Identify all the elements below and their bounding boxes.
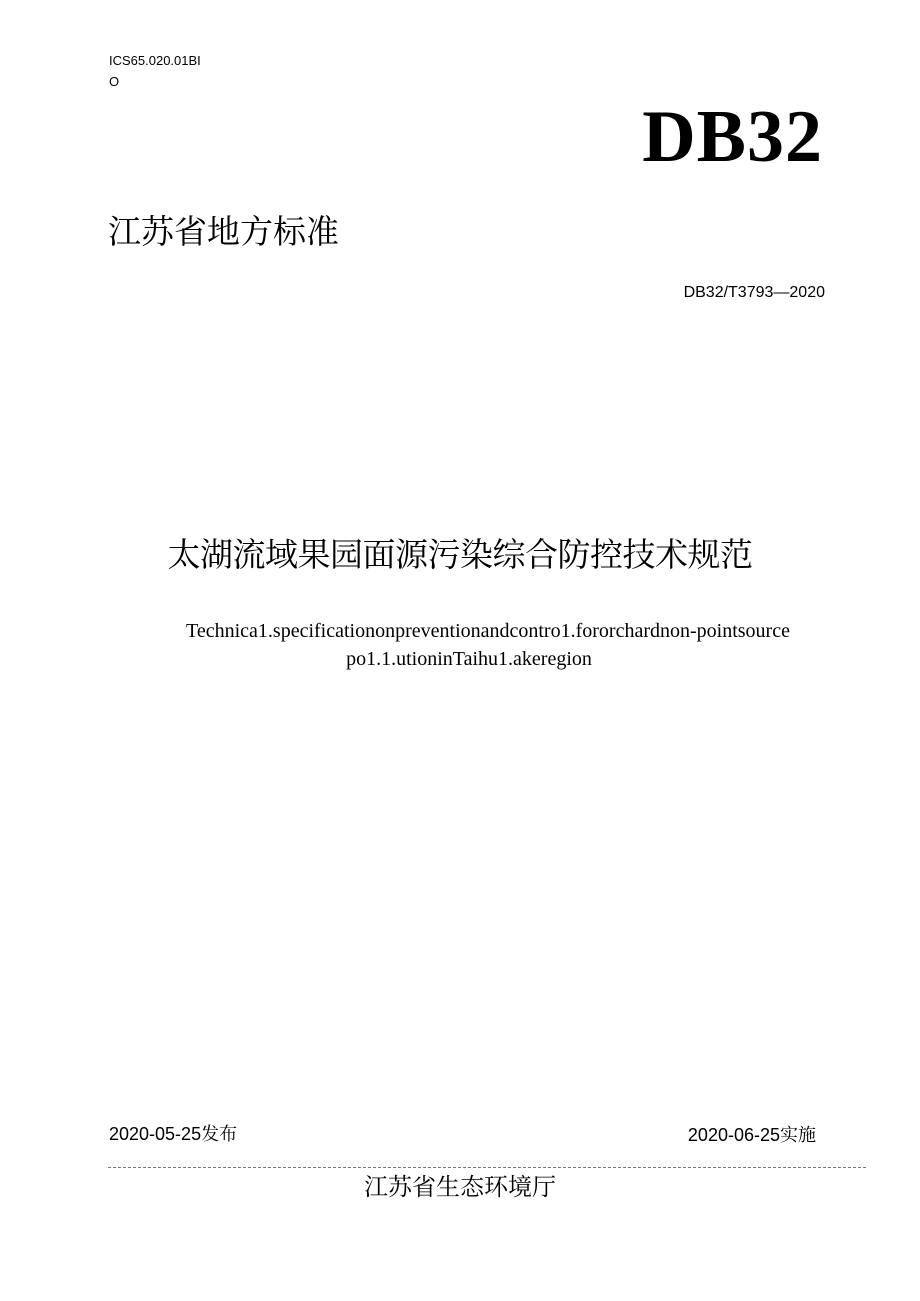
title-chinese: 太湖流域果园面源污染综合防控技术规范 — [167, 535, 753, 574]
db-mark: DB32 — [642, 96, 823, 178]
implement-date: 2020-06-25实施 — [687, 1125, 816, 1145]
title-english — [0, 617, 920, 673]
ics-code: ICS65.020.01BI — [109, 53, 201, 68]
publish-date: 2020-05-25发布 — [109, 1124, 238, 1144]
ics-code-continuation: O — [109, 74, 120, 89]
issuing-authority: 江苏省生态环境厅 — [364, 1173, 556, 1201]
standard-type: 江苏省地方标准 — [108, 212, 339, 251]
title-english-line-2: po1.1.utioninTaihu1.akeregion — [346, 648, 592, 670]
title-english-line-1: Technica1.specificationonpreventionandcontro1.fororchardnon-pointsource — [186, 620, 790, 642]
footer-divider — [108, 1167, 866, 1168]
standard-number: DB32/T3793—2020 — [683, 284, 825, 301]
